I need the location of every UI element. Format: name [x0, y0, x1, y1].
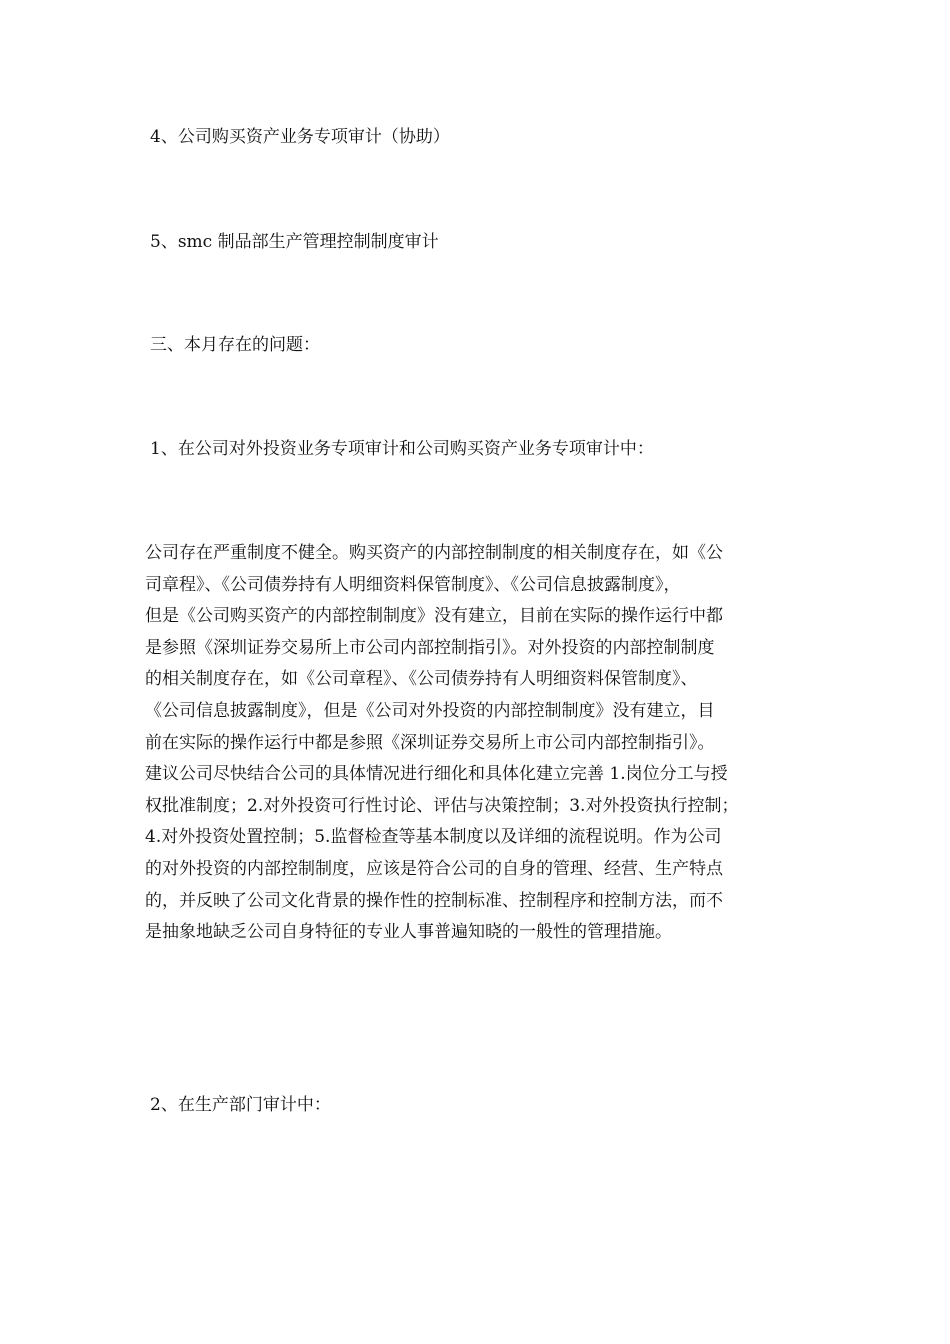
issue-2-heading: 2、在生产部门审计中： — [150, 1095, 331, 1115]
paragraph-line: 司章程》、《公司债券持有人明细资料保管制度》、《公司信息披露制度》， — [145, 574, 681, 595]
paragraph-line: 是参照《深圳证券交易所上市公司内部控制指引》。对外投资的内部控制制度 — [145, 637, 715, 658]
paragraph-line: 建议公司尽快结合公司的具体情况进行细化和具体化建立完善 1.岗位分工与授 — [145, 764, 728, 785]
paragraph-line: 4.对外投资处置控制；5.监督检查等基本制度以及详细的流程说明。作为公司 — [145, 827, 722, 848]
section-3-heading: 三、本月存在的问题： — [150, 335, 320, 355]
issue-1-heading: 1、在公司对外投资业务专项审计和公司购买资产业务专项审计中： — [150, 439, 654, 459]
paragraph-line: 《公司信息披露制度》，但是《公司对外投资的内部控制制度》没有建立，目 — [145, 700, 715, 721]
paragraph-line: 前在实际的操作运行中都是参照《深圳证券交易所上市公司内部控制指引》。 — [145, 732, 715, 753]
paragraph-line: 的对外投资的内部控制制度，应该是符合公司的自身的管理、经营、生产特点 — [145, 858, 723, 879]
paragraph-line: 的相关制度存在，如《公司章程》、《公司债券持有人明细资料保管制度》、 — [145, 669, 698, 690]
paragraph-line: 权批准制度；2.对外投资可行性讨论、评估与决策控制；3.对外投资执行控制； — [145, 795, 739, 816]
paragraph-line: 是抽象地缺乏公司自身特征的专业人事普遍知晓的一般性的管理措施。 — [145, 922, 672, 943]
item-5-text: 5、smc 制品部生产管理控制制度审计 — [150, 232, 439, 252]
paragraph-line: 公司存在严重制度不健全。购买资产的内部控制制度的相关制度存在，如《公 — [145, 543, 723, 563]
issue-1-body-paragraph — [145, 538, 810, 949]
paragraph-line: 的，并反映了公司文化背景的操作性的控制标准、控制程序和控制方法，而不 — [145, 890, 723, 911]
paragraph-line: 但是《公司购买资产的内部控制制度》没有建立，目前在实际的操作运行中都 — [145, 606, 723, 627]
item-4-text: 4、公司购买资产业务专项审计（协助） — [150, 127, 450, 147]
